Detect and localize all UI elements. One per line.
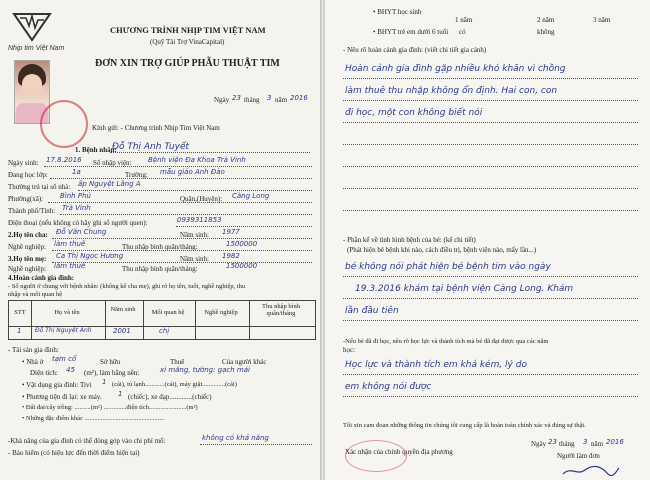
mother-yob: 1982 bbox=[222, 252, 240, 260]
goods-label: • Vật dụng gia đình: Tivi bbox=[22, 381, 92, 389]
program-subtitle: (Quỹ Tài Trợ VinaCapital) bbox=[150, 38, 225, 46]
city-label: Thành phố/Tỉnh: bbox=[8, 207, 56, 215]
sign-date-month: 3 bbox=[583, 438, 588, 446]
table-header-job: Nghề nghiệp bbox=[204, 309, 238, 316]
table-cell-name: Đỗ Thị Nguyệt Ánh bbox=[35, 327, 92, 334]
date-year: 2016 bbox=[290, 94, 308, 102]
house-other-label: Của người khác bbox=[222, 358, 267, 366]
vehicle-rest: (chiếc), xe đạp.............(chiếc) bbox=[128, 393, 212, 401]
circumstance-line-3: đi học, một con không biết nói bbox=[345, 108, 483, 118]
table-cell-yob: 2001 bbox=[113, 327, 131, 335]
history-question: - Phần kể về tình hình bệnh của bé: (kể chi tiết) bbox=[343, 236, 476, 244]
land-label: • Đất đai/cây trồng: ..........(m²) ..............điện tích.......................(m²) bbox=[22, 404, 198, 411]
form-page-right bbox=[325, 0, 650, 480]
area-unit: (m²), làm bằng nền: bbox=[84, 369, 140, 377]
study-question: -Nếu bé đã đi học, nêu rõ học lực và thành tích mà bé đã đạt được qua các năm bbox=[343, 338, 549, 345]
address-value: ấp Nguyệt Lãng A bbox=[78, 180, 141, 188]
applicant-signature bbox=[561, 464, 621, 478]
father-value: Đỗ Văn Chung bbox=[56, 228, 107, 236]
address-label: Thường trú tại số nhà: bbox=[8, 183, 71, 191]
bhyt-student-label: • BHYT học sinh bbox=[373, 8, 422, 16]
bhyt-year-2: 2 năm bbox=[537, 16, 555, 24]
father-yob-label: Năm sinh: bbox=[180, 231, 209, 239]
form-page-left bbox=[0, 0, 320, 480]
kinh-gui: Kính gửi: - Chương trình Nhịp Tim Việt Nam bbox=[92, 124, 220, 132]
father-income: 1500000 bbox=[226, 240, 258, 248]
local-seal bbox=[345, 440, 407, 472]
bhyt-child-label: • BHYT trẻ em dưới 6 tuổi bbox=[373, 28, 449, 36]
applicant-label: Người làm đơn bbox=[557, 452, 600, 460]
district-value: Càng Long bbox=[232, 192, 270, 200]
study-value: 1a bbox=[72, 168, 81, 176]
table-header-income: Thu nhập bình quân/tháng bbox=[262, 303, 300, 317]
insurance-question: - Bảo hiểm (có hiệu lực đến thời điểm hiện tại) bbox=[8, 449, 140, 457]
table-header-stt: STT bbox=[14, 309, 26, 316]
commitment-text: Tôi xin cam đoan những thông tin chúng tôi cung cấp là hoàn toàn chính xác và đúng sự thật. bbox=[343, 422, 586, 429]
history-line-1: bé không nói phát hiện bé bệnh tim vào ngày bbox=[345, 262, 551, 272]
household-question: - Số người ở chung với bệnh nhân: (không kể cha mẹ), ghi rõ họ tên, tuổi, nghề nghiệp, thu bbox=[8, 283, 246, 290]
date-month: 3 bbox=[267, 94, 272, 102]
vehicle-value: 1 bbox=[118, 390, 123, 398]
study-line-1: Học lực và thành tích em khá kém, lý do bbox=[345, 360, 527, 370]
hospital-value: Bệnh viện Đa Khoa Trà Vinh bbox=[148, 156, 246, 164]
circumstance-line-1: Hoàn cảnh gia đình gặp nhiều khó khăn vì chồng bbox=[345, 64, 566, 74]
district-label: Quận,(Huyện): bbox=[180, 195, 223, 203]
table-header-yob: Năm sinh bbox=[110, 306, 136, 313]
vehicle-label: • Phương tiện đi lại: xe máy. bbox=[22, 393, 102, 401]
support-value: không có khả năng bbox=[202, 434, 269, 442]
heart-logo-icon bbox=[12, 6, 52, 46]
support-question: -Khả năng của gia đình có thể đóng góp vào chi phí mổ: bbox=[8, 437, 166, 445]
date-month-label: tháng bbox=[244, 96, 260, 104]
sign-date-day: 23 bbox=[548, 438, 557, 446]
study-question-2: học: bbox=[343, 346, 356, 354]
sign-date-year: 2016 bbox=[606, 438, 624, 446]
sign-date-month-label: tháng bbox=[559, 440, 575, 448]
bhyt-no: không bbox=[537, 28, 555, 36]
bhyt-year-1: 1 năm bbox=[455, 16, 473, 24]
table-header-name: Họ và tên bbox=[54, 309, 80, 316]
section-patient: 1. Bệnh nhân: bbox=[75, 146, 117, 154]
mother-value: Ca Thị Ngọc Hương bbox=[56, 252, 124, 260]
study-line-2: em không nói được bbox=[345, 382, 432, 392]
house-type: tạm cố bbox=[52, 355, 77, 363]
mother-job-label: Nghề nghiệp: bbox=[8, 265, 46, 273]
table-header-relation: Mối quan hệ bbox=[151, 309, 185, 316]
table-cell-stt: 1 bbox=[17, 327, 22, 335]
ward-value: Bình Phú bbox=[60, 192, 91, 200]
dob-value: 17.8.2016 bbox=[46, 156, 82, 164]
bhyt-yes: có bbox=[459, 28, 466, 36]
history-line-3: lần đầu tiên bbox=[345, 306, 399, 316]
hospital-label: Số nhập viện: bbox=[93, 159, 132, 167]
phone-label: Điện thoại (nếu không có hãy ghi số người quen): bbox=[8, 219, 148, 227]
mother-label: 3.Họ tên mẹ: bbox=[8, 255, 47, 263]
table-cell-relation: chị bbox=[159, 327, 170, 335]
official-stamp bbox=[40, 100, 88, 148]
school-value: mẫu giáo Anh Đào bbox=[160, 168, 225, 176]
history-question-2: (Phát hiện bé bệnh khi nào, cách điều trị, bệnh viện nào, mấy lần...) bbox=[347, 246, 537, 254]
father-job: làm thuê bbox=[54, 240, 86, 248]
father-income-label: Thu nhập bình quân/tháng: bbox=[122, 243, 198, 251]
father-yob: 1977 bbox=[222, 228, 240, 236]
other-assets: • Những đặc điểm khác ................................................. bbox=[22, 415, 165, 422]
mother-yob-label: Năm sinh: bbox=[180, 255, 209, 263]
area-material: xi măng, tường: gạch mái bbox=[160, 366, 250, 374]
mother-income-label: Thu nhập bình quân/tháng: bbox=[122, 265, 198, 273]
area-value: 45 bbox=[66, 366, 75, 374]
house-label: • Nhà ở bbox=[22, 358, 44, 366]
mother-income: 1500000 bbox=[226, 262, 258, 270]
mother-job: làm thuê bbox=[54, 262, 86, 270]
date-year-label: năm bbox=[275, 96, 288, 104]
local-confirmation-label: Xác nhận của chính quyền địa phương bbox=[345, 448, 453, 456]
history-line-2: 19.3.2016 khám tại bệnh viện Càng Long. Khám bbox=[355, 284, 574, 294]
school-label: Trường: bbox=[125, 171, 148, 179]
ward-label: Phường(xã): bbox=[8, 195, 44, 203]
form-title: ĐƠN XIN TRỢ GIÚP PHẪU THUẬT TIM bbox=[95, 58, 280, 69]
father-label: 2.Họ tên cha: bbox=[8, 231, 48, 239]
section-household: 4.Hoàn cảnh gia đình: bbox=[8, 274, 75, 282]
logo-text: Nhịp tim Việt Nam bbox=[8, 45, 65, 52]
area-label: Diện tích: bbox=[30, 369, 58, 377]
sign-date-year-label: năm bbox=[591, 440, 604, 448]
goods-value: 1 bbox=[102, 378, 107, 386]
sign-date-prefix: Ngày bbox=[531, 440, 547, 448]
father-job-label: Nghề nghiệp: bbox=[8, 243, 46, 251]
dob-label: Ngày sinh: bbox=[8, 159, 39, 167]
program-title: CHƯƠNG TRÌNH NHỊP TIM VIỆT NAM bbox=[110, 25, 266, 35]
date-prefix: Ngày bbox=[214, 96, 230, 104]
circumstance-question: - Nêu rõ hoàn cảnh gia đình: (viết chi tiết gia cảnh) bbox=[343, 46, 487, 54]
household-question-2: nhập và mối quan hệ bbox=[8, 291, 63, 298]
patient-name: Đỗ Thị Anh Tuyết bbox=[112, 142, 190, 152]
date-day: 23 bbox=[232, 94, 241, 102]
phone-value: 0939311853 bbox=[177, 216, 222, 224]
circumstance-line-2: làm thuê thu nhập không ổn định. Hai con, con bbox=[345, 86, 558, 96]
house-rent-label: Thuê bbox=[170, 358, 185, 366]
goods-rest: (cái), tủ lạnh............(cái), máy giặt..............(cái) bbox=[112, 381, 237, 388]
study-label: Đang học lớp: bbox=[8, 171, 48, 179]
assets-title: - Tài sản gia đình: bbox=[8, 346, 59, 354]
city-value: Trà Vinh bbox=[62, 204, 91, 212]
house-own-label: Sở hữu bbox=[100, 358, 121, 366]
household-table bbox=[8, 300, 316, 340]
bhyt-year-3: 3 năm bbox=[593, 16, 611, 24]
